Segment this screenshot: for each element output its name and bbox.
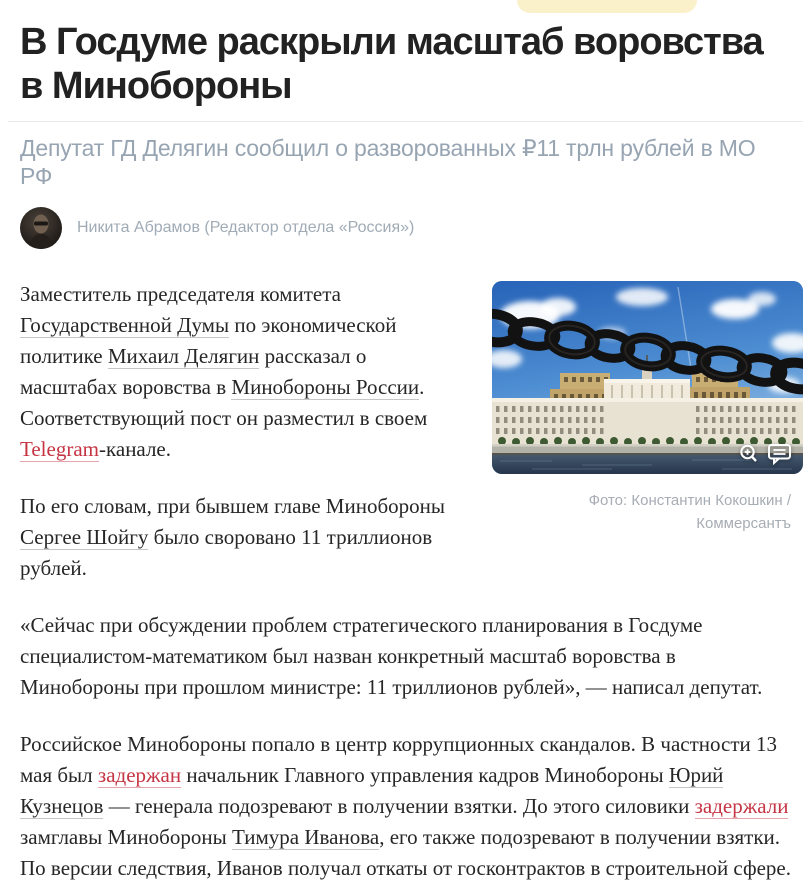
text-run: по экономической политике	[20, 313, 397, 368]
text-run: было своровано 11 триллионов рублей.	[20, 525, 433, 580]
partial-yellow-button[interactable]	[517, 0, 697, 13]
article-external-link[interactable]: задержан	[97, 763, 182, 787]
article-internal-link[interactable]: Тимура Иванова	[231, 825, 380, 849]
article-external-link[interactable]: Telegram	[20, 437, 99, 461]
article-internal-link[interactable]: Сергее Шойгу	[20, 525, 149, 549]
article-external-link[interactable]: задержали	[694, 794, 789, 818]
article-internal-link[interactable]: Минобороны России	[231, 375, 420, 399]
text-run: , его также подозревают в получении взятки. По версии следствия, Иванов получал откаты от госконтрактов в строительной сфере.	[20, 825, 792, 880]
article-body	[20, 279, 791, 884]
author-name: Никита Абрамов (Редактор отдела «Россия»)	[77, 219, 415, 236]
title-divider	[8, 121, 803, 122]
image-icon-bar	[738, 443, 793, 465]
zoom-icon[interactable]	[738, 443, 760, 465]
article-paragraph	[20, 610, 791, 703]
article-internal-link[interactable]: Юрий Кузнецов	[20, 763, 724, 818]
text-run: начальник Главного управления кадров Минобороны	[181, 763, 669, 787]
author-avatar	[20, 207, 62, 249]
article-internal-link[interactable]: Михаил Делягин	[107, 344, 260, 368]
text-run: «Сейчас при обсуждении проблем стратегического планирования в Госдуме специалистом-математиком был назван конкретный масштаб воровства в Минобороны при прошлом министре: 11 триллионов рублей», — написал депутат.	[20, 613, 763, 699]
avatar-portrait	[20, 207, 62, 249]
text-run: замглавы Минобороны	[20, 825, 232, 849]
text-run: Российское Минобороны попало в центр коррупционных скандалов. В частности 13 мая был	[20, 732, 778, 787]
text-run: Заместитель председателя комитета	[20, 282, 341, 306]
comments-icon[interactable]	[767, 443, 793, 465]
text-run: По его словам, при бывшем главе Минобороны	[20, 494, 445, 518]
photo-credit: Фото: Константин Кокошкин / Коммерсантъ	[588, 492, 791, 532]
article-internal-link[interactable]: Государственной Думы	[20, 313, 230, 337]
text-run: рассказал о масштабах воровства в	[20, 344, 367, 399]
text-run: . Соответствующий пост он разместил в своем	[20, 375, 428, 430]
article-image[interactable]	[492, 281, 803, 474]
article-subtitle: Депутат ГД Делягин сообщил о разворованных ₽11 трлн рублей в МО РФ	[20, 135, 756, 189]
article-figure	[492, 281, 803, 535]
text-run: — генерала подозревают в получении взятки. До этого силовики	[103, 794, 695, 818]
author-row	[20, 207, 791, 249]
article-paragraph	[20, 729, 791, 884]
text-run: -канале.	[99, 437, 171, 461]
article-title: В Госдуме раскрыли масштаб воровства в Минобороны	[20, 21, 763, 107]
